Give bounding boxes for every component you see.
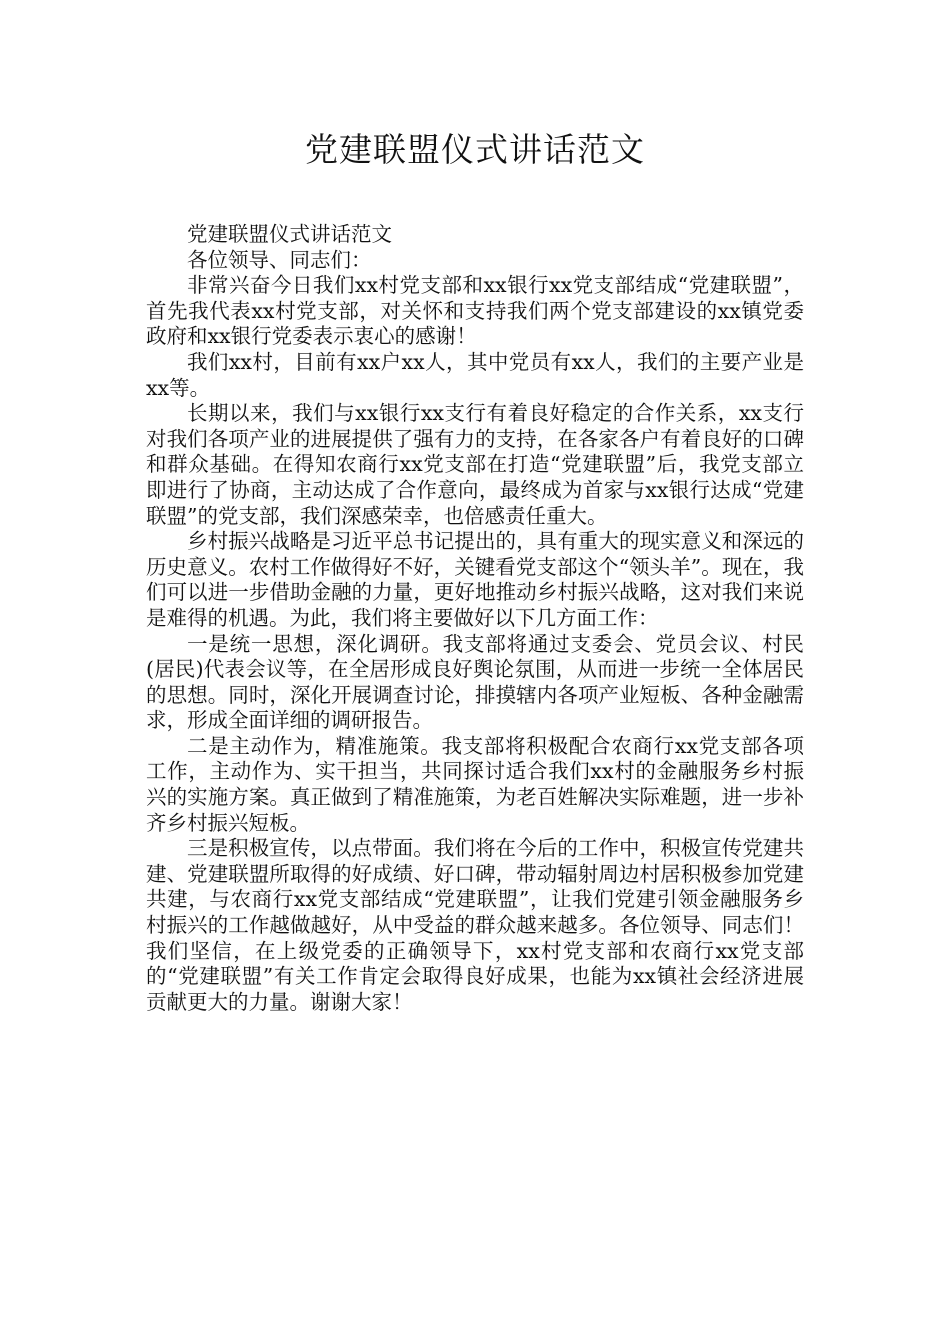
document-body bbox=[146, 222, 804, 1015]
paragraph-point-three: 三是积极宣传，以点带面。我们将在今后的工作中，积极宣传党建共建、党建联盟所取得的好成绩、好口碑，带动辐射周边村居积极参加党建共建，与农商行xx党支部结成“党建联盟”，让我们党建引领金融服务乡村振兴的工作越做越好，从中受益的群众越来越多。各位领导、同志们！我们坚信，在上级党委的正确领导下，xx村党支部和农商行xx党支部的“党建联盟”有关工作肯定会取得良好成果，也能为xx镇社会经济进展贡献更大的力量。谢谢大家！ bbox=[146, 836, 804, 1014]
salutation: 各位领导、同志们： bbox=[187, 247, 372, 272]
paragraph-point-one: 一是统一思想，深化调研。我支部将通过支委会、党员会议、村民(居民)代表会议等，在全居形成良好舆论氛围，从而进一步统一全体居民的思想。同时，深化开展调查讨论，排摸辖内各项产业短板、各种金融需求，形成全面详细的调研报告。 bbox=[146, 631, 804, 733]
body-heading: 党建联盟仪式讲话范文 bbox=[187, 222, 392, 246]
paragraph-rural-strategy: 乡村振兴战略是习近平总书记提出的，具有重大的现实意义和深远的历史意义。农村工作做得好不好，关键看党支部这个“领头羊”。现在，我们可以进一步借助金融的力量，更好地推动乡村振兴战略，这对我们来说是难得的机遇。为此，我们将主要做好以下几方面工作： bbox=[146, 529, 804, 630]
document-title: 党建联盟仪式讲话范文 bbox=[305, 130, 645, 169]
paragraph-point-two: 二是主动作为，精准施策。我支部将积极配合农商行xx党支部各项工作，主动作为、实干担当，共同探讨适合我们xx村的金融服务乡村振兴的实施方案。真正做到了精准施策，为老百姓解决实际难题，进一步补齐乡村振兴短板。 bbox=[146, 733, 804, 835]
paragraph-cooperation: 长期以来，我们与xx银行xx支行有着良好稳定的合作关系，xx支行对我们各项产业的进展提供了强有力的支持，在各家各户有着良好的口碑和群众基础。在得知农商行xx党支部在打造“党建联盟”后，我党支部立即进行了协商，主动达成了合作意向，最终成为首家与xx银行达成“党建联盟”的党支部，我们深感荣幸，也倍感责任重大。 bbox=[146, 401, 804, 528]
paragraph-village-overview: 我们xx村，目前有xx户xx人，其中党员有xx人，我们的主要产业是xx等。 bbox=[146, 349, 804, 400]
paragraph-opening: 非常兴奋今日我们xx村党支部和xx银行xx党支部结成“党建联盟”，首先我代表xx村党支部，对关怀和支持我们两个党支部建设的xx镇党委政府和xx银行党委表示衷心的感谢！ bbox=[146, 273, 804, 349]
